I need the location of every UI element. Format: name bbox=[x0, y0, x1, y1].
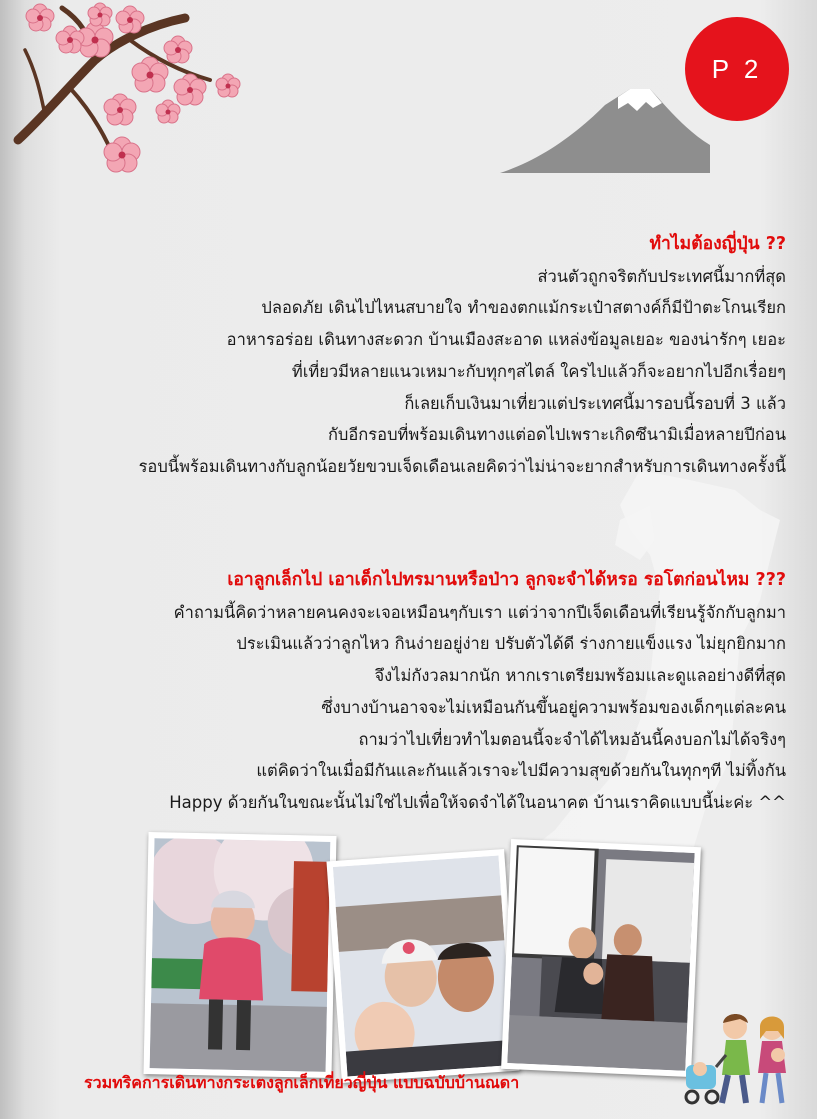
page-number-label: P 2 bbox=[711, 53, 763, 84]
body-line: Happy ด้วยกันในขณะนั้นไม่ใช่ไปเพื่อให้จดจำได้ในอนาคต บ้านเราคิดแบบนี้น่ะค่ะ ^^ bbox=[169, 792, 786, 812]
body-line: ปลอดภัย เดินไปไหนสบายใจ ทำของตกแม้กระเป๋าสตางค์ก็มีป้าตะโกนเรียก bbox=[261, 298, 786, 318]
body-line: ถามว่าไปเที่ยวทำไมตอนนี้จะจำได้ไหมอันนี้คงบอกไม่ได้จริงๆ bbox=[358, 729, 786, 749]
body-line: ส่วนตัวถูกจริตกับประเทศนี้มากที่สุด bbox=[537, 266, 786, 286]
page-number-badge bbox=[685, 17, 789, 121]
body-line: จึงไม่กังวลมากนัก หากเราเตรียมพร้อมและดูแลอย่างดีที่สุด bbox=[374, 666, 786, 686]
footer-caption: รวมทริคการเดินทางกระเตงลูกเล็กเที่ยวญี่ปุ่น แบบฉบับบ้านณดา bbox=[84, 1073, 520, 1092]
section-heading: เอาลูกเล็กไป เอาเด็กไปทรมานหรือป่าว ลูกจะจำได้หรอ รอโตก่อนไหม ??? bbox=[227, 570, 786, 590]
photo-family-on-train bbox=[501, 839, 701, 1077]
body-line: ที่เที่ยวมีหลายแนวเหมาะกับทุกๆสไตล์ ใครไปแล้วก็จะอยากไปอีกเรื่อยๆ bbox=[291, 361, 786, 381]
family-walking-illustration bbox=[680, 1005, 800, 1109]
photo-family-selfie bbox=[326, 849, 519, 1083]
body-line: ก็เลยเก็บเงินมาเที่ยวแต่ประเทศนี้มารอบนี้รอบที่ 3 แล้ว bbox=[404, 393, 786, 413]
cherry-blossom-branch bbox=[0, 0, 260, 200]
body-line: แต่คิดว่าในเมื่อมีกันและกันแล้วเราจะไปมีความสุขด้วยกันในทุกๆที ไม่ทิ้งกัน bbox=[256, 761, 786, 781]
mount-fuji-illustration bbox=[500, 75, 710, 175]
body-line: ซึ่งบางบ้านอาจจะไม่เหมือนกันขึ้นอยู่ความพร้อมของเด็กๆแต่ละคน bbox=[321, 697, 786, 717]
body-line: คำถามนี้คิดว่าหลายคนคงจะเจอเหมือนๆกับเรา แต่ว่าจากปีเจ็ดเดือนที่เรียนรู้จักกับลูกมา bbox=[173, 602, 786, 622]
body-line: อาหารอร่อย เดินทางสะดวก บ้านเมืองสะอาด แหล่งข้อมูลเยอะ ของน่ารักๆ เยอะ bbox=[226, 330, 786, 350]
why-japan-section bbox=[80, 229, 786, 483]
taking-kids-section bbox=[80, 565, 786, 819]
body-line: ประเมินแล้วว่าลูกไหว กินง่ายอยู่ง่าย ปรับตัวได้ดี ร่างกายแข็งแรง ไม่ยุกยิกมาก bbox=[236, 634, 786, 654]
body-line: กับอีกรอบที่พร้อมเดินทางแต่อดไปเพราะเกิดซึนามิเมื่อหลายปีก่อน bbox=[327, 425, 786, 445]
section-heading: ทำไมต้องญี่ปุ่น ?? bbox=[649, 234, 786, 254]
photo-toddler-cherry-blossoms bbox=[143, 832, 336, 1078]
body-line: รอบนี้พร้อมเดินทางกับลูกน้อยวัยขวบเจ็ดเดือนเลยคิดว่าไม่น่าจะยากสำหรับการเดินทางครั้งนี้ bbox=[138, 456, 786, 476]
